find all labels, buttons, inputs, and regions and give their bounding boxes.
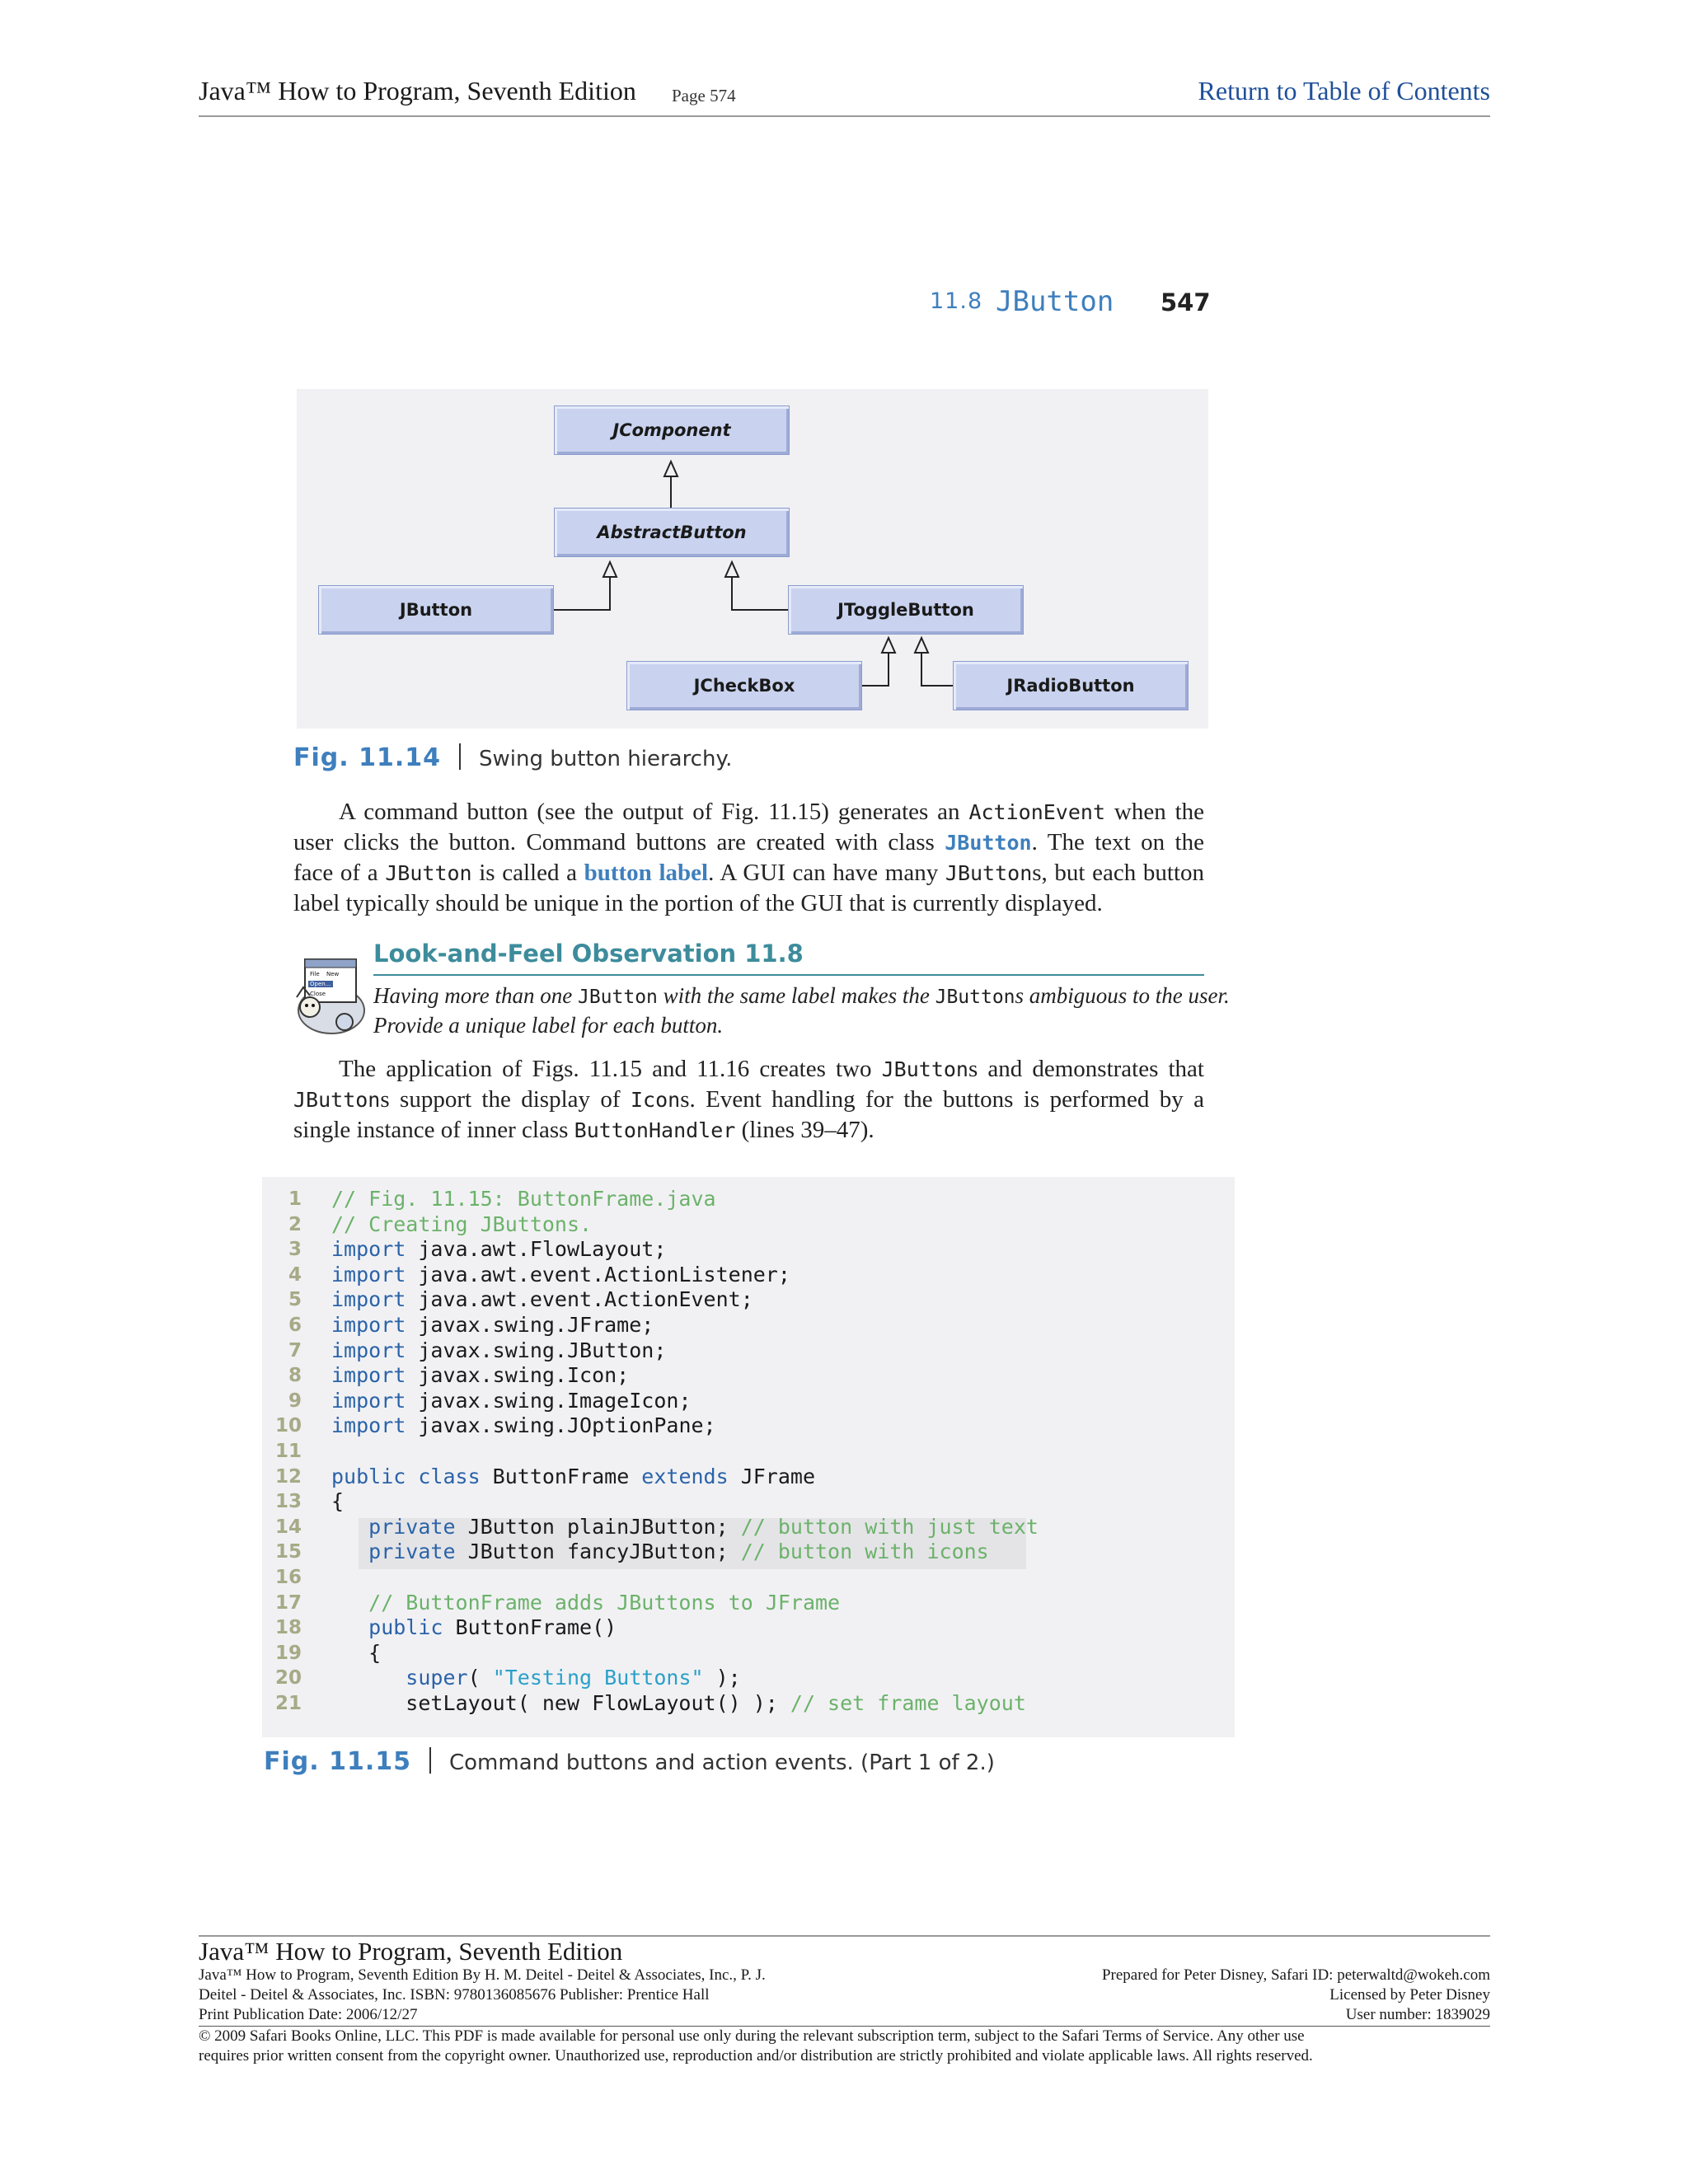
text-line — [293, 858, 1204, 888]
class-jtogglebutton: JToggleButton — [788, 585, 1024, 635]
code-text: JButton fancyJButton; — [455, 1540, 741, 1563]
code-keyword: extends — [641, 1465, 729, 1488]
footer-publication-date: Print Publication Date: 2006/12/27 — [199, 2006, 418, 2023]
code-keyword: import — [331, 1338, 406, 1362]
code-text: JFrame — [728, 1465, 816, 1488]
footer-isbn-info: Deitel - Deitel & Associates, Inc. ISBN: 9780136085676 Publisher: Prentice Hall — [199, 1986, 710, 2004]
code-term: ActionEvent — [968, 800, 1106, 824]
code-text: ButtonFrame() — [443, 1615, 617, 1639]
text-run: Provide a unique label for each button. — [373, 1013, 724, 1038]
line-number: 18 — [274, 1617, 302, 1638]
code-text: javax.swing.JOptionPane; — [406, 1413, 716, 1437]
figure-caption-1115 — [264, 1747, 995, 1776]
line-number: 9 — [288, 1390, 302, 1412]
line-number: 11 — [274, 1441, 302, 1462]
code-term: JButton — [945, 861, 1033, 885]
line-number: 16 — [274, 1567, 302, 1588]
inherit-arrow-abstractbutton-right — [725, 562, 738, 577]
code-line — [331, 1263, 790, 1286]
icon-menu-close: Close — [310, 991, 326, 997]
footer-divider — [199, 2026, 1490, 2027]
line-number: 19 — [274, 1643, 302, 1664]
class-jbutton: JButton — [318, 585, 554, 635]
code-text: { — [331, 1641, 382, 1665]
connector-jbutton-abstractbutton — [552, 565, 610, 610]
code-comment: // set frame layout — [790, 1691, 1026, 1715]
text-run: is called a — [471, 860, 584, 886]
code-text: javax.swing.JFrame; — [406, 1313, 654, 1337]
footer-licensed-by: Licensed by Peter Disney — [1329, 1986, 1490, 2004]
text-run: s, but each button — [1032, 860, 1204, 886]
figure-caption-1114 — [293, 743, 732, 772]
line-number: 4 — [288, 1264, 302, 1286]
code-line — [331, 1591, 840, 1615]
line-number: 3 — [288, 1239, 302, 1260]
text-run: user clicks the button. Command buttons are created with class — [293, 829, 945, 855]
line-number: 8 — [288, 1365, 302, 1386]
text-run: when the — [1105, 799, 1205, 825]
code-keyword: import — [331, 1389, 406, 1413]
text-line — [293, 1054, 1204, 1085]
look-and-feel-icon — [293, 948, 371, 1037]
code-line — [331, 1389, 692, 1413]
code-line — [331, 1540, 989, 1563]
code-comment: // button with just text — [740, 1515, 1039, 1539]
code-term: JButton — [881, 1057, 968, 1081]
class-jcomponent: JComponent — [554, 405, 790, 455]
footer-copyright: © 2009 Safari Books Online, LLC. This PDF is made available for personal use only during the relevant subscription term, subject to the Safari Terms of Service. Any other use — [199, 2027, 1305, 2045]
code-keyword: public class — [331, 1465, 481, 1488]
code-comment: // Creating JButtons. — [331, 1212, 593, 1236]
code-keyword: import — [331, 1237, 406, 1261]
text-line — [293, 888, 1204, 919]
text-run: s ambiguous to the user. — [1015, 983, 1230, 1008]
header-divider — [199, 115, 1490, 117]
code-text: java.awt.event.ActionListener; — [406, 1263, 790, 1286]
figure-number: Fig. 11.15 — [264, 1747, 411, 1776]
code-keyword: import — [331, 1287, 406, 1311]
code-line — [331, 1212, 592, 1236]
code-text: javax.swing.Icon; — [406, 1363, 630, 1387]
text-line — [293, 1085, 1204, 1115]
text-run: The application of Figs. 11.15 and 11.16 creates two — [339, 1056, 882, 1082]
footer-book-info: Java™ How to Program, Seventh Edition By H. M. Deitel - Deitel & Associates, Inc., P. J. — [199, 1966, 766, 1984]
footer-copyright: requires prior written consent from the copyright owner. Unauthorized use, reproduction and/or distribution are strictly prohibited and violate applicable laws. All rights reserved. — [199, 2047, 1313, 2064]
code-text: { — [331, 1489, 345, 1513]
tip-title: Look-and-Feel Observation 11.8 — [373, 940, 804, 968]
icon-menu-open: Open... — [310, 981, 331, 987]
text-run: with the same label makes the — [657, 983, 935, 1008]
figure-caption-text: Swing button hierarchy. — [478, 747, 733, 771]
caption-separator — [429, 1747, 431, 1774]
code-line — [331, 1615, 617, 1639]
line-number: 13 — [274, 1491, 302, 1512]
class-hierarchy-diagram — [297, 389, 1208, 729]
text-line — [293, 797, 1204, 827]
text-run: A command button (see the output of Fig. 11.15) generates an — [339, 799, 969, 825]
text-run: s. Event handling for the buttons is performed by a — [680, 1086, 1204, 1113]
class-jradiobutton: JRadioButton — [953, 661, 1189, 710]
code-term-highlight: JButton — [945, 831, 1032, 855]
code-keyword: import — [331, 1413, 406, 1437]
code-text: ); — [703, 1666, 741, 1690]
code-text: JButton plainJButton; — [455, 1515, 741, 1539]
code-comment: // ButtonFrame adds JButtons to JFrame — [331, 1591, 841, 1615]
icon-menu-new: New — [326, 971, 340, 977]
code-listing — [262, 1177, 1235, 1737]
line-number: 15 — [274, 1541, 302, 1563]
code-text: javax.swing.JButton; — [406, 1338, 667, 1362]
code-line — [331, 1515, 1039, 1539]
line-number: 5 — [288, 1289, 302, 1310]
icon-menu-file: File — [310, 971, 320, 977]
code-keyword: import — [331, 1263, 406, 1286]
code-line — [331, 1489, 344, 1513]
code-line — [331, 1338, 666, 1362]
code-line — [331, 1237, 666, 1261]
toc-link[interactable]: Return to Table of Contents — [1198, 76, 1490, 105]
page-reference: Page 574 — [672, 86, 736, 105]
footer-book-title: Java™ How to Program, Seventh Edition — [199, 1937, 623, 1966]
text-run: label typically should be unique in the portion of the GUI that is currently displayed. — [293, 890, 1103, 916]
code-comment: // Fig. 11.15: ButtonFrame.java — [331, 1187, 716, 1211]
code-term: JButton — [293, 1088, 381, 1112]
code-text: javax.swing.ImageIcon; — [406, 1389, 692, 1413]
inherit-arrow-jtogglebutton-right — [915, 638, 928, 653]
page-number: 547 — [1160, 288, 1211, 316]
code-term: Icon — [630, 1088, 681, 1112]
code-line — [331, 1187, 716, 1211]
figure-caption-text: Command buttons and action events. (Part 1 of 2.) — [448, 1750, 995, 1775]
key-term: button label — [584, 860, 709, 886]
paragraph-application — [293, 1054, 1204, 1146]
code-line — [331, 1465, 815, 1488]
code-keyword: private — [331, 1540, 456, 1563]
line-number: 17 — [274, 1592, 302, 1614]
code-line — [331, 1363, 629, 1387]
tip-text — [373, 982, 1230, 1039]
book-title: Java™ How to Program, Seventh Edition — [199, 76, 636, 105]
line-number: 20 — [274, 1667, 302, 1689]
code-term: ButtonHandler — [574, 1118, 736, 1142]
class-abstractbutton: AbstractButton — [554, 508, 790, 557]
text-run: . The text on the — [1031, 829, 1204, 855]
line-number: 14 — [274, 1516, 302, 1538]
text-run: (lines 39–47). — [735, 1117, 874, 1143]
class-jcheckbox: JCheckBox — [626, 661, 862, 710]
code-term: JButton — [385, 861, 472, 885]
inherit-arrow-abstractbutton-left — [603, 562, 617, 577]
footer-user-number: User number: 1839029 — [1345, 2006, 1490, 2023]
code-line — [331, 1666, 741, 1690]
code-string: "Testing Buttons" — [492, 1666, 704, 1690]
inherit-arrow-jtogglebutton-left — [882, 638, 895, 653]
section-number: 11.8 — [930, 288, 983, 314]
text-run: s support the display of — [380, 1086, 631, 1113]
code-text: java.awt.event.ActionEvent; — [406, 1287, 753, 1311]
line-number: 2 — [288, 1214, 302, 1235]
code-text: java.awt.FlowLayout; — [406, 1237, 667, 1261]
line-number: 10 — [274, 1415, 302, 1436]
code-text: ( — [467, 1666, 493, 1690]
line-number: 6 — [288, 1315, 302, 1336]
text-run: . A GUI can have many — [708, 860, 945, 886]
connector-jtogglebutton-abstractbutton — [732, 565, 788, 610]
code-term: JButton — [935, 987, 1015, 1008]
line-number: 1 — [288, 1188, 302, 1210]
code-keyword: import — [331, 1363, 406, 1387]
text-run: Having more than one — [373, 983, 578, 1008]
line-number: 12 — [274, 1466, 302, 1488]
text-line — [293, 827, 1204, 858]
code-keyword: super — [331, 1666, 468, 1690]
code-term: JButton — [577, 987, 658, 1008]
code-text: setLayout( new FlowLayout() ); — [331, 1691, 790, 1715]
line-number: 7 — [288, 1340, 302, 1361]
code-line — [331, 1691, 1026, 1715]
code-line — [331, 1313, 654, 1337]
code-line — [331, 1287, 753, 1311]
code-comment: // button with icons — [740, 1540, 989, 1563]
tip-divider — [373, 974, 1204, 976]
text-run: single instance of inner class — [293, 1117, 574, 1143]
caption-separator — [459, 743, 461, 770]
text-line — [373, 982, 1230, 1011]
figure-number: Fig. 11.14 — [293, 743, 441, 772]
code-text: ButtonFrame — [480, 1465, 642, 1488]
code-line — [331, 1413, 716, 1437]
text-line — [293, 1115, 1204, 1146]
paragraph-command-buttons — [293, 797, 1204, 919]
footer-prepared-for: Prepared for Peter Disney, Safari ID: peterwaltd@wokeh.com — [1101, 1966, 1490, 1984]
line-number: 21 — [274, 1693, 302, 1714]
text-run: s and demonstrates that — [968, 1056, 1204, 1082]
code-keyword: public — [331, 1615, 443, 1639]
text-run: face of a — [293, 860, 386, 886]
code-keyword: private — [331, 1515, 456, 1539]
inherit-arrow-jcomponent — [664, 462, 678, 476]
text-line — [373, 1011, 1206, 1039]
code-keyword: import — [331, 1313, 406, 1337]
code-line — [331, 1641, 381, 1665]
section-title: JButton — [996, 285, 1114, 318]
